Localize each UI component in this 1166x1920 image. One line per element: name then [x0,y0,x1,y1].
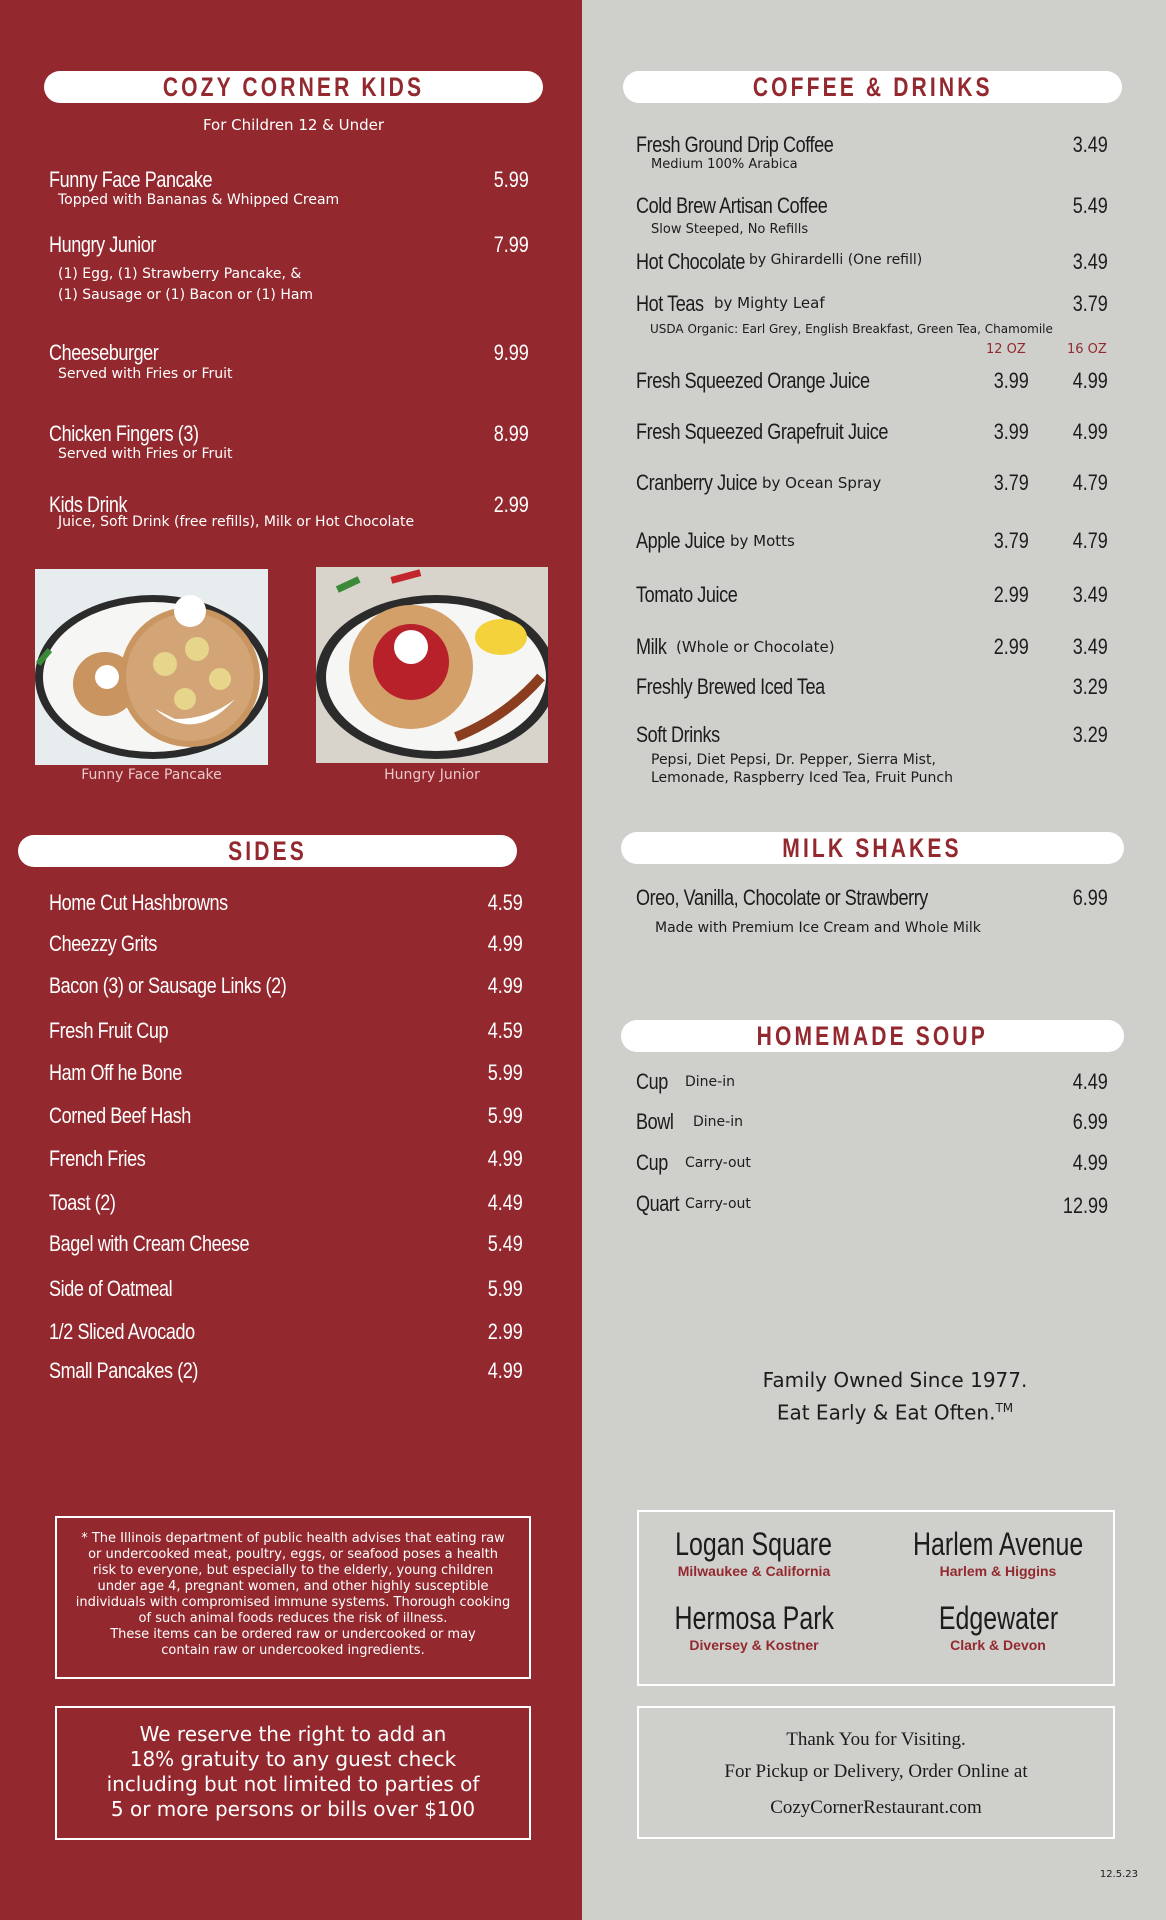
item-name: Corned Beef Hash [49,1103,191,1128]
item-name: Ham Off he Bone [49,1060,182,1085]
item-price: 5.99 [487,1060,523,1085]
shake-desc: Made with Premium Ice Cream and Whole Milk [655,920,981,936]
hungry-junior-image [316,567,548,763]
drink-price: 3.29 [1072,722,1108,747]
location-name: Edgewater [938,1600,1058,1636]
drink-price-16oz: 4.79 [1072,470,1108,495]
drink-price-12oz: 3.99 [993,419,1029,444]
item-name: Toast (2) [49,1190,116,1215]
drink-price-16oz: 4.79 [1072,528,1108,553]
soup-size: Bowl [636,1109,674,1134]
shakes-title: MILK SHAKES [782,833,963,863]
health-notice-line: These items can be ordered raw or undercooked or may [110,1627,476,1642]
sides-title: SIDES [228,836,307,866]
soup-size: Cup [636,1069,668,1094]
soup-title: HOMEMADE SOUP [756,1021,989,1051]
health-notice-line: or undercooked meat, poultry, eggs, or seafood poses a health [88,1547,498,1562]
drink-price-16oz: 4.99 [1072,368,1108,393]
item-name: Small Pancakes (2) [49,1358,199,1383]
item-name: Side of Oatmeal [49,1276,173,1301]
drink-name: Fresh Squeezed Orange Juice [636,368,870,393]
health-notice-line: contain raw or undercooked ingredients. [161,1643,425,1658]
item-desc: (1) Egg, (1) Strawberry Pancake, & [58,266,302,282]
gratuity-line: We reserve the right to add an [139,1722,447,1746]
item-name: 1/2 Sliced Avocado [49,1319,195,1344]
drink-name: Hot Teas [636,291,704,316]
soup-price: 4.49 [1072,1069,1108,1094]
drink-note: (Whole or Chocolate) [676,638,835,656]
drink-note: by Motts [730,532,795,550]
soup-price: 4.99 [1072,1150,1108,1175]
drink-price-12oz: 2.99 [993,582,1029,607]
soup-note: Carry-out [685,1155,751,1171]
drink-price-12oz: 3.79 [993,470,1029,495]
item-price: 4.99 [487,973,523,998]
soup-header [621,1020,1124,1052]
item-price: 5.99 [487,1103,523,1128]
location-streets: Clark & Devon [950,1637,1046,1653]
item-name: Kids Drink [49,492,128,517]
location [639,1526,869,1579]
shake-price: 6.99 [1072,885,1108,910]
tagline-text: Eat Early & Eat Often. [776,1400,996,1425]
drink-note: by Mighty Leaf [714,294,825,312]
drink-desc: Pepsi, Diet Pepsi, Dr. Pepper, Sierra Mist, [651,752,936,768]
drink-price-12oz: 3.99 [993,368,1029,393]
item-desc: Served with Fries or Fruit [58,446,233,462]
item-desc-2: (1) Sausage or (1) Bacon or (1) Ham [58,287,314,303]
item-desc: Topped with Bananas & Whipped Cream [58,192,340,208]
drink-price: 3.49 [1072,132,1108,157]
health-notice-line: risk to everyone, but especially to the elderly, young children [92,1563,494,1578]
shake-name: Oreo, Vanilla, Chocolate or Strawberry [636,885,928,910]
item-price: 4.49 [487,1190,523,1215]
soup-note: Carry-out [685,1196,751,1212]
drink-name: Fresh Squeezed Grapefruit Juice [636,419,889,444]
thanks-line-1: Thank You for Visiting. [786,1729,966,1750]
location [639,1600,869,1653]
item-price: 7.99 [493,232,529,257]
photo-caption: Hungry Junior [384,767,480,783]
drink-desc: Slow Steeped, No Refills [651,222,809,237]
gratuity-line: 18% gratuity to any guest check [129,1747,457,1771]
drink-price: 5.49 [1072,193,1108,218]
drink-price-16oz: 4.99 [1072,419,1108,444]
item-name: Funny Face Pancake [49,167,213,192]
location-streets: Harlem & Higgins [939,1563,1057,1579]
drink-price-12oz: 3.79 [993,528,1029,553]
soup-size: Quart [636,1191,680,1216]
drink-name: Soft Drinks [636,722,720,747]
shakes-header [621,832,1124,864]
kids-header [44,71,543,103]
drink-price: 3.29 [1072,674,1108,699]
item-name: Home Cut Hashbrowns [49,890,228,915]
drink-note: by Ocean Spray [762,474,882,492]
locations-box [637,1510,1115,1686]
tagline-line-2 [700,1394,1090,1427]
drink-note: by Ghirardelli (One refill) [749,252,923,268]
kids-title: COZY CORNER KIDS [162,72,425,102]
hungry-junior-photo [316,567,548,763]
drink-price-12oz: 2.99 [993,634,1029,659]
health-notice-line: * The Illinois department of public health advises that eating raw [81,1531,505,1546]
item-desc: Served with Fries or Fruit [58,366,233,382]
coffee-title: COFFEE & DRINKS [752,72,993,102]
gratuity-line: including but not limited to parties of [106,1772,480,1796]
location-name: Logan Square [675,1526,833,1562]
drink-desc: USDA Organic: Earl Grey, English Breakfast, Green Tea, Chamomile [650,322,1053,336]
health-notice-line: of such animal foods reduces the risk of illness. [138,1611,448,1626]
drink-desc-2: Lemonade, Raspberry Iced Tea, Fruit Punch [651,770,953,786]
item-price: 2.99 [493,492,529,517]
trademark-mark: TM [995,1401,1014,1415]
drink-price-16oz: 3.49 [1072,582,1108,607]
item-price: 5.49 [487,1231,523,1256]
item-name: Fresh Fruit Cup [49,1018,169,1043]
drink-price-16oz: 3.49 [1072,634,1108,659]
item-name: French Fries [49,1146,146,1171]
item-price: 8.99 [493,421,529,446]
item-desc: Juice, Soft Drink (free refills), Milk or Hot Chocolate [58,514,415,530]
drink-desc: Medium 100% Arabica [651,157,798,172]
gratuity-notice-box [55,1706,531,1840]
drink-name: Apple Juice [636,528,725,553]
item-price: 4.99 [487,1358,523,1383]
kids-subtitle: For Children 12 & Under [202,116,385,134]
location-streets: Diversey & Kostner [689,1637,819,1653]
soup-price: 6.99 [1072,1109,1108,1134]
drink-name: Milk [636,634,667,659]
item-price: 5.99 [487,1276,523,1301]
drink-name: Cranberry Juice [636,470,758,495]
drink-price: 3.79 [1072,291,1108,316]
item-price: 4.59 [487,1018,523,1043]
soup-price: 12.99 [1062,1193,1108,1218]
location-name: Harlem Avenue [912,1526,1084,1562]
location-streets: Milwaukee & California [677,1563,831,1579]
gratuity-line: 5 or more persons or bills over $100 [110,1797,476,1821]
order-online-link[interactable]: CozyCornerRestaurant.com [770,1797,982,1818]
item-price: 9.99 [493,340,529,365]
soup-note: Dine-in [685,1074,735,1090]
drink-name: Freshly Brewed Iced Tea [636,674,825,699]
tagline [700,1366,1090,1427]
thanks-line-2: For Pickup or Delivery, Order Online at [724,1761,1028,1782]
funny-face-pancake-image [35,569,268,765]
drink-name: Cold Brew Artisan Coffee [636,193,828,218]
drink-price: 3.49 [1072,249,1108,274]
health-notice-box [55,1516,531,1679]
location [883,1526,1113,1579]
funny-face-pancake-photo [35,569,268,765]
item-price: 4.59 [487,890,523,915]
item-name: Bagel with Cream Cheese [49,1231,250,1256]
photo-caption: Funny Face Pancake [81,767,222,783]
size-12oz-label: 12 OZ [986,342,1026,357]
item-price: 5.99 [493,167,529,192]
item-price: 4.99 [487,931,523,956]
health-notice-line: individuals with compromised immune systems. Thorough cooking [75,1595,511,1610]
sides-header [18,835,517,867]
item-name: Cheeseburger [49,340,159,365]
drink-name: Fresh Ground Drip Coffee [636,132,834,157]
soup-size: Cup [636,1150,668,1175]
health-notice-line: under age 4, pregnant women, and other highly susceptible [97,1579,489,1594]
location [883,1600,1113,1653]
item-price: 2.99 [487,1319,523,1344]
thank-you-box [637,1706,1115,1839]
drink-name: Hot Chocolate [636,249,745,274]
item-name: Cheezzy Grits [49,931,157,956]
soup-note: Dine-in [693,1114,743,1130]
tagline-line-1: Family Owned Since 1977. [762,1368,1028,1392]
item-price: 4.99 [487,1146,523,1171]
location-name: Hermosa Park [674,1600,834,1636]
coffee-header [623,71,1122,103]
item-name: Hungry Junior [49,232,156,257]
item-name: Chicken Fingers (3) [49,421,199,446]
version-date: 12.5.23 [1099,1869,1138,1880]
size-16oz-label: 16 OZ [1067,342,1107,357]
drink-name: Tomato Juice [636,582,738,607]
item-name: Bacon (3) or Sausage Links (2) [49,973,287,998]
